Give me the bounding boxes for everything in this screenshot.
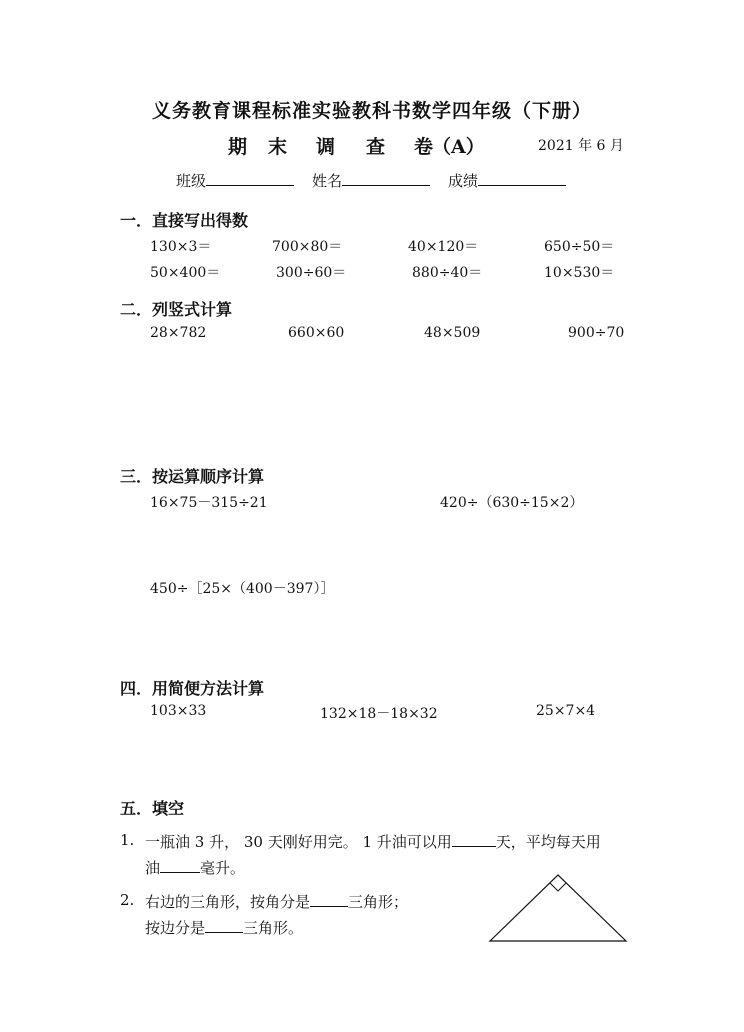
score-label: 成绩 bbox=[448, 172, 479, 190]
section-5-title: 五．填空 bbox=[120, 799, 185, 818]
section-2-title: 二．列竖式计算 bbox=[120, 300, 233, 319]
problem: 880÷40＝ bbox=[412, 265, 483, 281]
exam-date: 2021 年 6 月 bbox=[538, 138, 624, 154]
section-1-title: 一．直接写出得数 bbox=[120, 211, 249, 230]
problem: 103×33 bbox=[150, 703, 207, 719]
subtitle-char: 卷 bbox=[414, 136, 434, 158]
problem: 10×530＝ bbox=[544, 265, 615, 281]
class-label: 班级 bbox=[176, 172, 207, 190]
subtitle-char: 末 bbox=[268, 136, 288, 158]
name-label: 姓名 bbox=[312, 172, 343, 190]
answer-blank[interactable] bbox=[452, 832, 496, 847]
right-triangle-figure bbox=[484, 868, 632, 948]
subtitle-char: 调 bbox=[316, 136, 336, 158]
question-1-line-2: 油 毫升。 bbox=[145, 859, 246, 877]
answer-blank[interactable] bbox=[160, 858, 200, 873]
problem: 48×509 bbox=[424, 325, 481, 341]
name-field bbox=[312, 170, 430, 191]
problem: 16×75－315÷21 bbox=[150, 495, 268, 511]
class-field bbox=[176, 170, 294, 191]
question-1-number: 1. bbox=[120, 831, 135, 849]
name-blank[interactable] bbox=[342, 171, 430, 186]
problem: 300÷60＝ bbox=[276, 265, 347, 281]
problem: 660×60 bbox=[288, 325, 345, 341]
score-blank[interactable] bbox=[478, 171, 566, 186]
question-2-line-1: 右边的三角形，按角分是 三角形； bbox=[145, 893, 409, 911]
problem: 50×400＝ bbox=[150, 265, 221, 281]
class-blank[interactable] bbox=[206, 171, 294, 186]
section-3-title: 三．按运算顺序计算 bbox=[120, 467, 265, 486]
answer-blank[interactable] bbox=[310, 892, 348, 907]
problem: 650÷50＝ bbox=[544, 239, 615, 255]
problem: 700×80＝ bbox=[272, 239, 343, 255]
problem: 130×3＝ bbox=[150, 239, 212, 255]
question-2-line-2: 按边分是 三角形。 bbox=[145, 919, 304, 937]
subtitle-char: 查 bbox=[366, 136, 386, 158]
question-2-number: 2. bbox=[120, 891, 135, 909]
problem: 132×18－18×32 bbox=[320, 706, 438, 722]
problem: 28×782 bbox=[150, 325, 207, 341]
problem: 420÷（630÷15×2） bbox=[440, 495, 584, 511]
problem: 450÷［25×（400－397）］ bbox=[150, 581, 335, 597]
problem: 40×120＝ bbox=[408, 239, 479, 255]
question-1-line-1: 一瓶油 3 升， 30 天刚好用完。 1 升油可以用 天，平均每天用 bbox=[145, 833, 601, 851]
problem: 25×7×4 bbox=[536, 703, 596, 719]
section-4-title: 四．用简便方法计算 bbox=[120, 679, 265, 698]
answer-blank[interactable] bbox=[205, 918, 243, 933]
problem: 900÷70 bbox=[568, 325, 625, 341]
score-field bbox=[448, 170, 566, 191]
subtitle-suffix: （A） bbox=[432, 136, 485, 158]
page-title: 义务教育课程标准实验教科书数学四年级（下册） bbox=[152, 100, 593, 122]
subtitle-char: 期 bbox=[228, 136, 248, 158]
